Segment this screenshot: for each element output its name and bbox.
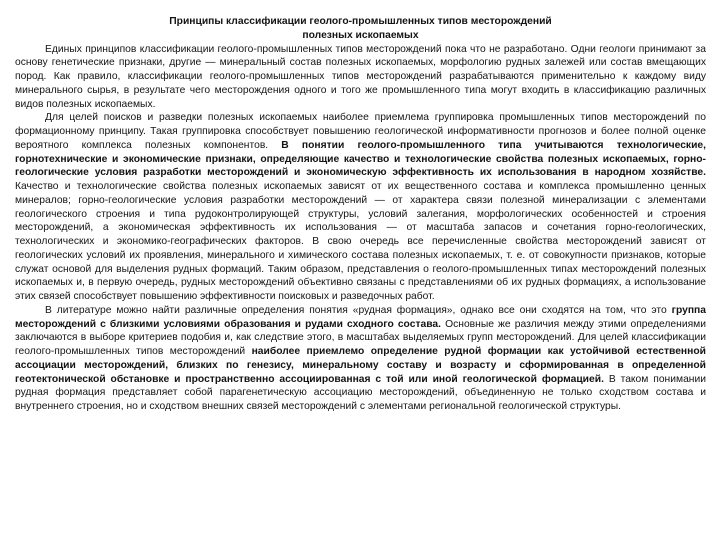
paragraph-run: В литературе можно найти различные определения понятия «рудная формация», однако все они сходятся на том, что это [45,304,672,316]
paragraph-run: В таком понимании рудная формация представляет собой парагенетическую ассоциацию месторождений, объединенную не только сходством состава и внутреннего строения, но и сходством внешних связей месторождений с элементами региональной геологической структуры. [15,373,706,412]
title-line-2: полезных ископаемых [302,29,419,41]
title-line-1: Принципы классификации геолого-промышленных типов месторождений [169,16,552,27]
paragraph-run: Качество и технологические свойства полезных ископаемых зависят от их вещественного состава и комплекса промышленно ценных минералов; горно-геологические условия разработки месторождений — от характера связи полезной минерализации с элементами геологического строения и типа рудоконтролирующей структуры, условий залегания, морфологических особенностей и строения месторождений, а экономическая эффективность их использования — от масштаба запасов и сочетания горно-геологических, технологических и экономико-географических факторов. В свою очередь все перечисленные свойства месторождений зависят от геологических условий их проявления, минерального и химического состава полезных ископаемых, т. е. от совокупности признаков, которые служат основой для выделения рудных формаций. Таким образом, представления о геолого-промышленных типах месторождений полезных ископаемых и, в первую очередь, рудных месторождений объективно связаны с представлениями об их рудных формациях, а использование этих связей способствует повышению эффективности поисковых и разведочных работ. [15,181,706,302]
paragraph-run-bold: В понятии геолого-промышленного типа учитываются технологические, горнотехнические и экономические признаки, определяющие качество и технологические свойства полезных ископаемых, горно-геологические условия разработки месторождений и экономическую эффективность их использования в народном хозяйстве. [15,139,706,179]
paragraph-run: Для целей поисков и разведки полезных ископаемых наиболее приемлема группировка промышленных типов месторождений по формационному принципу. Такая группировка способствует повышению геологической информативности прогнозов и более полной оценке вероятного комплекса полезных компонентов. [15,112,706,151]
document-title [15,15,706,43]
paragraph-1 [15,43,706,112]
paragraph-run: Основные же различия между этими определениями заключаются в выборе критериев подобия и, как следствие этого, в масштабах выделяемых групп месторождений. Для целей классификации геолого-промышленных типов месторождений [15,318,707,357]
paragraph-2 [15,111,706,304]
paragraph-run-bold: группа месторождений с близкими условиями образования и рудами сходного состава. [15,304,706,330]
paragraph-3 [15,304,706,414]
paragraph-run-bold: наиболее приемлемо определение рудной формации как устойчивой естественной ассоциации месторождений, близких по генезису, минеральному составу и возрасту и сформированная в определенной геотектонической обстановке и пространственно ассоциированная с той или иной геологической формацией. [15,346,706,385]
paragraph-run: Единых принципов классификации геолого-промышленных типов месторождений пока что не разработано. Одни геологи принимают за основу генетические признаки, другие — минеральный состав полезных ископаемых, морфологию рудных залежей или состав вмещающих пород. Как правило, классификации геолого-промышленных типов месторождений разрабатываются применительно к каждому виду минерального сырья, в результате чего месторождения одного и того же промышленного типа могут входить в классификацию различных видов полезных ископаемых. [15,43,706,110]
